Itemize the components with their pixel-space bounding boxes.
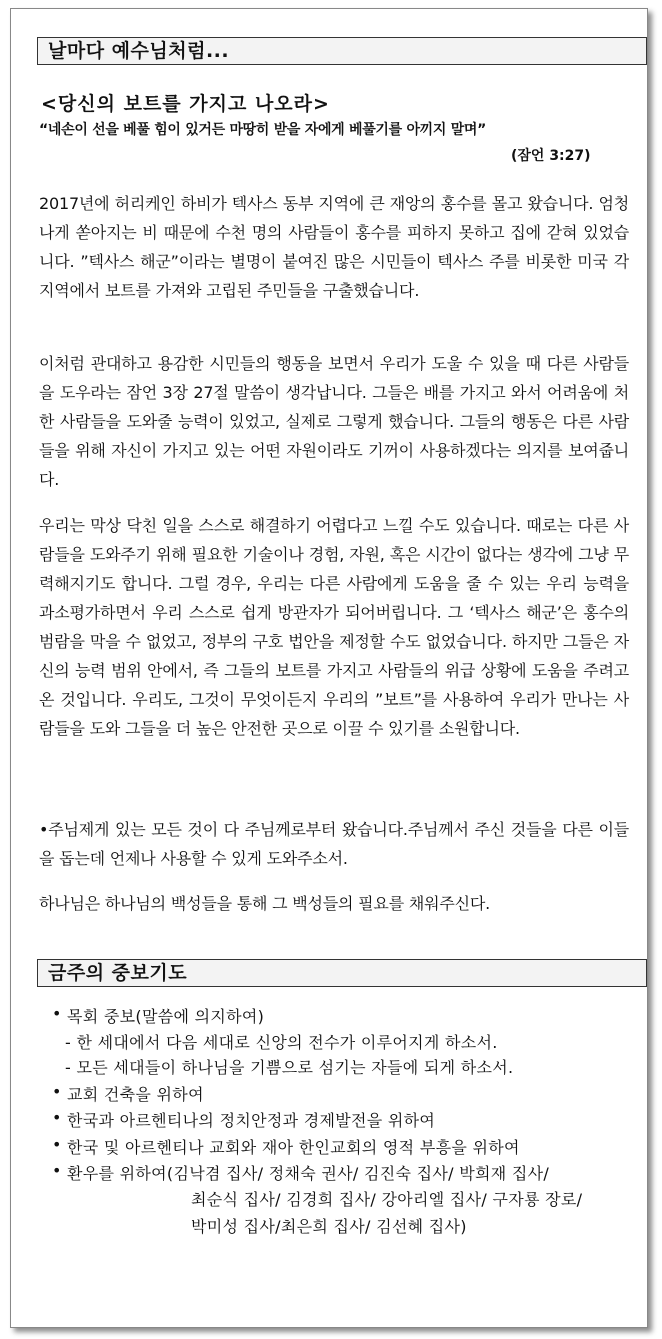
devotion-paragraph: 2017년에 허리케인 하비가 텍사스 동부 지역에 큰 재앙의 홍수를 몰고 왔습니다. 엄청나게 쏟아지는 비 때문에 수천 명의 사람들이 홍수를 피하지 못하고 집에 갇혀 있었습니다. ”텍사스 해군”이라는 별명이 붙여진 많은 시민들이 텍사스 주를 비롯한 미국 각 지역에서 보트를 가져와 고립된 주민들을 구출했습니다.: [39, 194, 629, 300]
devotion-closing: 하나님은 하나님의 백성들을 통해 그 백성들의 필요를 채워주신다.: [39, 894, 491, 913]
prayer-subitem: - 한 세대에서 다음 세대로 신앙의 전수가 이루어지게 하소서.: [65, 1033, 498, 1052]
prayer-item-continuation: 박미성 집사/최은희 집사/ 김선혜 집사): [191, 1217, 467, 1236]
prayer-item: • 한국과 아르헨티나의 정치안정과 경제발전을 위하여: [67, 1108, 435, 1131]
prayer-item: • 목회 중보(말씀에 의지하여): [67, 1004, 264, 1027]
devotion-paragraph: 이처럼 관대하고 용감한 시민들의 행동을 보면서 우리가 도울 수 있을 때 다른 사람들을 도우라는 잠언 3장 27절 말씀이 생각납니다. 그들은 배를 가지고 와서 어려움에 처한 사람들을 도와줄 능력이 있었고, 실제로 그렇게 했습니다. 그들의 행동은 다른 사람들을 위해 자신이 가지고 있는 어떤 자원이라도 기꺼이 사용하겠다는 의지를 보여줍니다.: [39, 354, 629, 489]
prayer-subitem: - 모든 세대들이 하나님을 기쁨으로 섬기는 자들에 되게 하소서.: [65, 1058, 514, 1077]
prayer-item-continuation: 최순식 집사/ 김경희 집사/ 강아리엘 집사/ 구자룡 장로/: [191, 1190, 583, 1209]
devotion-prayer: •주님제게 있는 모든 것이 다 주님께로부터 왔습니다.주님께서 주신 것들을 다른 이들을 돕는데 언제나 사용할 수 있게 도와주소서.: [39, 820, 629, 868]
bible-verse: “네손이 선을 베풀 힘이 있거든 마땅히 받을 자에게 베풀기를 아끼지 말며”: [39, 122, 487, 138]
prayer-item: • 교회 건축을 위하여: [67, 1082, 204, 1105]
bulletin-page: [10, 8, 648, 1328]
prayer-item: • 환우를 위하여(김낙겸 집사/ 정채숙 권사/ 김진숙 집사/ 박희재 집사/: [67, 1161, 549, 1184]
devotion-paragraph: 우리는 막상 닥친 일을 스스로 해결하기 어렵다고 느낄 수도 있습니다. 때로는 다른 사람들을 도와주기 위해 필요한 기술이나 경험, 자원, 혹은 시간이 없다는 생각에 그냥 무력해지기도 합니다. 그럴 경우, 우리는 다른 사람에게 도움을 줄 수 있는 우리 능력을 과소평가하면서 우리 스스로 쉽게 방관자가 되어버립니다. 그 ‘텍사스 해군’은 홍수의 범람을 막을 수 없었고, 정부의 구호 법안을 제정할 수도 없었습니다. 하지만 그들은 자신의 능력 범위 안에서, 즉 그들의 보트를 가지고 사람들의 위급 상황에 도움을 주려고 온 것입니다. 우리도, 그것이 무엇이든지 우리의 ”보트”를 사용하여 우리가 만나는 사람들을 도와 그들을 더 높은 안전한 곳으로 이끌 수 있기를 소원합니다.: [39, 516, 629, 738]
prayer-item: • 한국 및 아르헨티나 교회와 재아 한인교회의 영적 부흥을 위하여: [67, 1135, 520, 1158]
devotion-subtitle: <당신의 보트를 가지고 나오라>: [41, 93, 330, 115]
section-title-daily-devotion: 날마다 예수님처럼...: [37, 37, 647, 65]
bible-verse-reference: (잠언 3:27): [511, 148, 591, 164]
section-title-intercessory-prayer: 금주의 중보기도: [37, 959, 647, 987]
